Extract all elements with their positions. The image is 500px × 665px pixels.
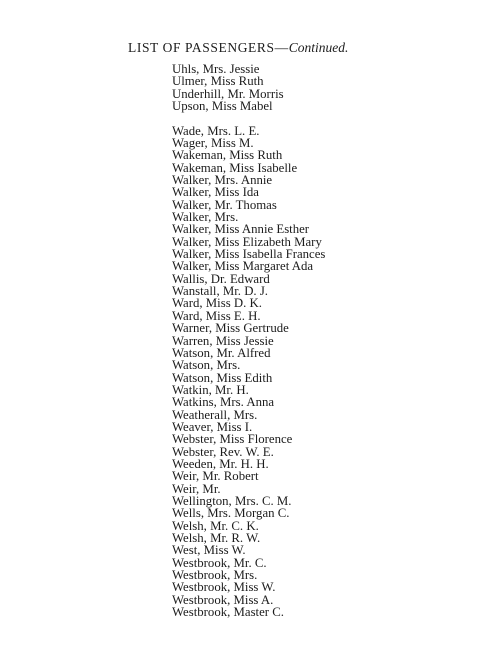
- passenger-name: Upson, Miss Mabel: [172, 99, 273, 114]
- passenger-name: Wakeman, Miss Isabelle: [172, 160, 298, 175]
- passenger-name: Weeden, Mr. H. H.: [172, 456, 269, 471]
- passenger-name: West, Miss W.: [172, 543, 246, 558]
- passenger-name: Wager, Miss M.: [172, 136, 254, 151]
- passenger-name: Weaver, Miss I.: [172, 419, 253, 434]
- passenger-name: Ward, Miss D. K.: [172, 296, 262, 311]
- passenger-name: Ulmer, Miss Ruth: [172, 74, 264, 89]
- passenger-name: Webster, Rev. W. E.: [172, 444, 274, 459]
- passenger-name: Walker, Miss Margaret Ada: [172, 259, 314, 274]
- passenger-name: Uhls, Mrs. Jessie: [172, 62, 260, 76]
- passenger-name: Wakeman, Miss Ruth: [172, 148, 283, 163]
- passenger-name: Weir, Mr.: [172, 481, 221, 496]
- passenger-name: Westbrook, Master C.: [172, 605, 284, 620]
- passenger-name: Warner, Miss Gertrude: [172, 321, 289, 336]
- passenger-name: Watson, Mrs.: [172, 358, 241, 373]
- passenger-name: Welsh, Mr. C. K.: [172, 518, 259, 533]
- heading-title: LIST OF PASSENGERS—: [128, 40, 289, 55]
- passenger-name: Walker, Miss Elizabeth Mary: [172, 234, 322, 249]
- passenger-name: Wallis, Dr. Edward: [172, 271, 270, 286]
- passenger-list: [172, 63, 325, 618]
- page-heading: [128, 40, 348, 56]
- passenger-name: Westbrook, Mr. C.: [172, 555, 267, 570]
- passenger-name: Watkins, Mrs. Anna: [172, 395, 275, 410]
- passenger-name: Westbrook, Miss W.: [172, 580, 276, 595]
- passenger-name: Walker, Miss Ida: [172, 185, 259, 200]
- passenger-name: Walker, Mr. Thomas: [172, 197, 277, 212]
- passenger-name: Walker, Miss Isabella Frances: [172, 247, 326, 262]
- passenger-name: Weir, Mr. Robert: [172, 469, 259, 484]
- heading-continued: Continued.: [288, 40, 349, 55]
- passenger-name: Walker, Mrs.: [172, 210, 239, 225]
- passenger-name: Webster, Miss Florence: [172, 432, 293, 447]
- passenger-name: Weatherall, Mrs.: [172, 407, 258, 422]
- passenger-group: [172, 125, 325, 619]
- passenger-name: Watson, Mr. Alfred: [172, 345, 271, 360]
- passenger-name: Welsh, Mr. R. W.: [172, 531, 261, 546]
- passenger-name: Watkin, Mr. H.: [172, 382, 249, 397]
- passenger-name: Wellington, Mrs. C. M.: [172, 493, 292, 508]
- passenger-name: Wade, Mrs. L. E.: [172, 123, 260, 138]
- passenger-name: Ward, Miss E. H.: [172, 308, 261, 323]
- passenger-name: Westbrook, Mrs.: [172, 568, 258, 583]
- passenger-name: Westbrook, Miss A.: [172, 592, 274, 607]
- passenger-name: Warren, Miss Jessie: [172, 333, 274, 348]
- passenger-name: Wells, Mrs. Morgan C.: [172, 506, 290, 521]
- passenger-group: [172, 63, 325, 112]
- passenger-name: Wanstall, Mr. D. J.: [172, 284, 269, 299]
- passenger-name: Walker, Miss Annie Esther: [172, 222, 310, 237]
- passenger-name: Watson, Miss Edith: [172, 370, 273, 385]
- passenger-name: Walker, Mrs. Annie: [172, 173, 273, 188]
- passenger-name: Underhill, Mr. Morris: [172, 86, 284, 101]
